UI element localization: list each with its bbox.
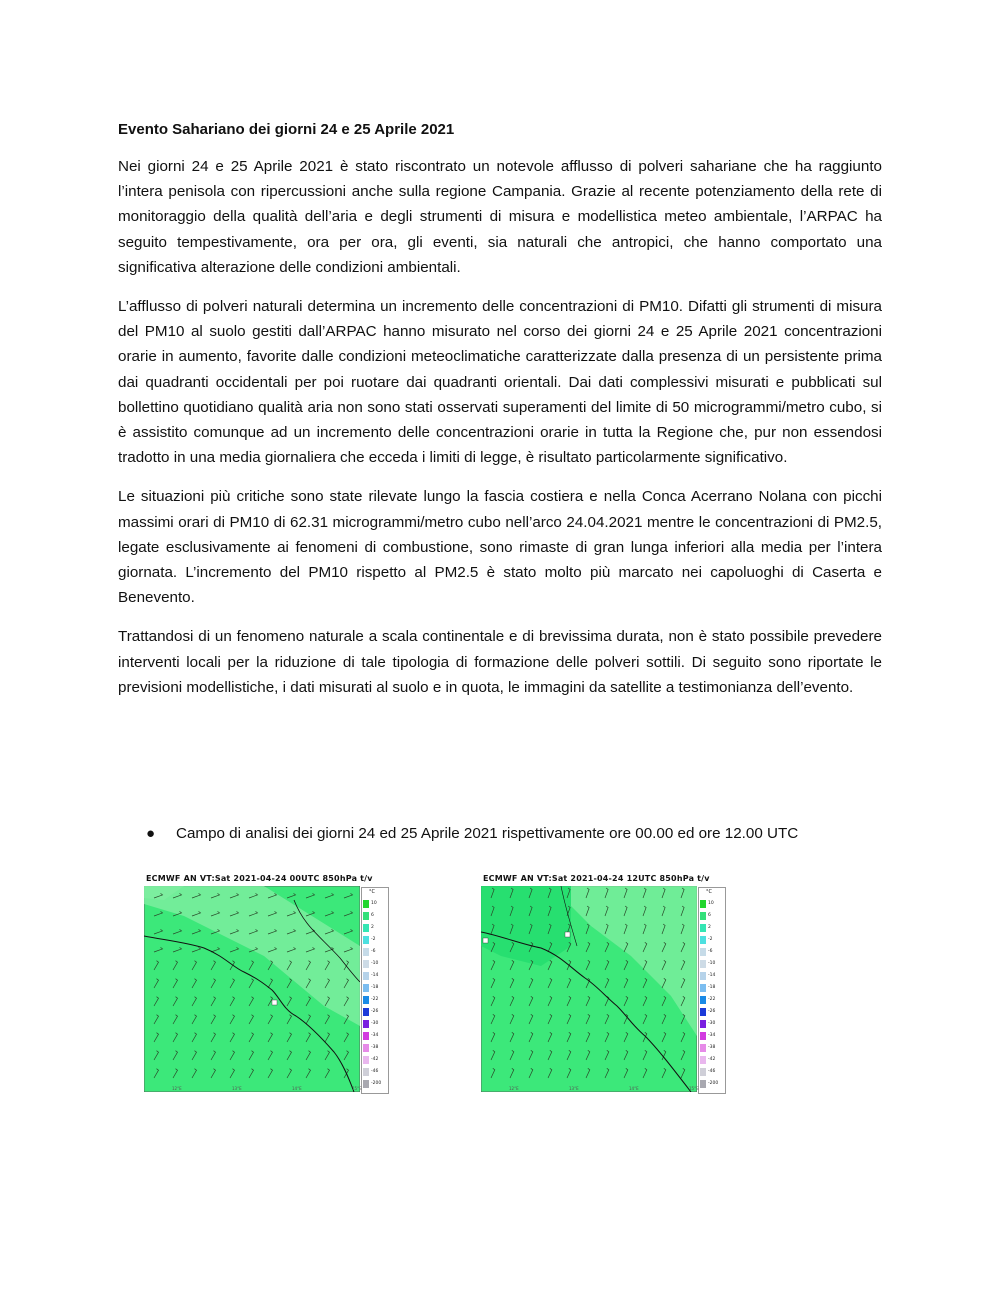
- map-title: ECMWF AN VT:Sat 2021-04-24 00UTC 850hPa t/v: [146, 874, 373, 883]
- legend-swatch: [363, 912, 369, 920]
- legend-label: -22: [371, 997, 379, 1002]
- legend-label: -42: [708, 1057, 716, 1062]
- legend-label: -2: [371, 937, 376, 942]
- legend-label: 2: [371, 925, 374, 930]
- legend-entry: [362, 1056, 388, 1064]
- weather-map-12utc: [481, 874, 725, 1094]
- legend-label: -42: [371, 1057, 379, 1062]
- legend-label: -6: [371, 949, 376, 954]
- legend-entry: [699, 924, 725, 932]
- legend-entry: [362, 900, 388, 908]
- legend-label: -6: [708, 949, 713, 954]
- legend-swatch: [700, 984, 706, 992]
- legend-entry: [699, 1032, 725, 1040]
- legend-entry: [699, 936, 725, 944]
- legend-label: 6: [371, 913, 374, 918]
- legend-label: -2: [708, 937, 713, 942]
- legend-entry: [362, 1008, 388, 1016]
- lon-axis: [481, 1086, 725, 1094]
- legend-swatch: [700, 1044, 706, 1052]
- legend-label: -18: [708, 985, 716, 990]
- legend-swatch: [700, 960, 706, 968]
- bullet-text: Campo di analisi dei giorni 24 ed 25 Aprile 2021 rispettivamente ore 00.00 ed ore 12.00 UTC: [176, 825, 799, 842]
- legend-swatch: [363, 948, 369, 956]
- legend-swatch: [363, 924, 369, 932]
- legend-swatch: [363, 1032, 369, 1040]
- legend-entry: [699, 1020, 725, 1028]
- legend-entry: [362, 1068, 388, 1076]
- map-legend: [361, 887, 389, 1094]
- legend-label: -22: [708, 997, 716, 1002]
- lon-tick: 12°E: [509, 1086, 519, 1091]
- legend-entry: [699, 960, 725, 968]
- legend-entry: [362, 1044, 388, 1052]
- legend-entry: [362, 936, 388, 944]
- lon-tick: 13°E: [569, 1086, 579, 1091]
- map-title: ECMWF AN VT:Sat 2021-04-24 12UTC 850hPa t/v: [483, 874, 710, 883]
- legend-entry: [362, 960, 388, 968]
- legend-swatch: [363, 936, 369, 944]
- legend-entry: [699, 996, 725, 1004]
- legend-label: -18: [371, 985, 379, 990]
- legend-swatch: [363, 900, 369, 908]
- legend-label: -46: [371, 1069, 379, 1074]
- legend-unit: °C: [706, 889, 712, 895]
- map-field: [481, 886, 697, 1092]
- legend-swatch: [363, 996, 369, 1004]
- legend-swatch: [700, 1068, 706, 1076]
- document-body: [118, 120, 882, 714]
- lon-tick: 12°E: [172, 1086, 182, 1091]
- legend-unit: °C: [369, 889, 375, 895]
- legend-entry: [362, 912, 388, 920]
- legend-swatch: [700, 996, 706, 1004]
- legend-swatch: [363, 1056, 369, 1064]
- legend-entry: [699, 900, 725, 908]
- legend-entry: [699, 1056, 725, 1064]
- legend-label: -34: [371, 1033, 379, 1038]
- legend-label: 10: [371, 901, 377, 906]
- legend-swatch: [363, 960, 369, 968]
- lon-tick: 14°E: [629, 1086, 639, 1091]
- lon-axis: [144, 1086, 388, 1094]
- legend-label: 2: [708, 925, 711, 930]
- legend-label: -46: [708, 1069, 716, 1074]
- legend-label: -26: [371, 1009, 379, 1014]
- bullet-dot-icon: ●: [146, 825, 156, 842]
- legend-swatch: [700, 972, 706, 980]
- legend-swatch: [700, 1032, 706, 1040]
- lon-tick: 15°E: [352, 1086, 362, 1091]
- legend-label: -26: [708, 1009, 716, 1014]
- legend-entry: [362, 1020, 388, 1028]
- legend-swatch: [700, 1056, 706, 1064]
- legend-swatch: [700, 900, 706, 908]
- legend-entry: [699, 912, 725, 920]
- lon-tick: 15°E: [689, 1086, 699, 1091]
- legend-swatch: [363, 1020, 369, 1028]
- legend-label: -30: [371, 1021, 379, 1026]
- legend-label: -38: [708, 1045, 716, 1050]
- legend-entry: [699, 1008, 725, 1016]
- legend-swatch: [363, 1044, 369, 1052]
- legend-swatch: [363, 1008, 369, 1016]
- legend-entry: [699, 1068, 725, 1076]
- legend-entry: [362, 1032, 388, 1040]
- legend-swatch: [363, 984, 369, 992]
- legend-label: -34: [708, 1033, 716, 1038]
- legend-swatch: [700, 1008, 706, 1016]
- legend-swatch: [700, 924, 706, 932]
- legend-swatch: [363, 972, 369, 980]
- legend-label: -10: [708, 961, 716, 966]
- legend-label: 6: [708, 913, 711, 918]
- bullet-item: [146, 822, 798, 846]
- legend-swatch: [700, 948, 706, 956]
- map-legend: [698, 887, 726, 1094]
- paragraph-3: Le situazioni più critiche sono state rilevate lungo la fascia costiera e nella Conca Acerrano Nolana con picchi massimi orari di PM10 di 62.31 microgrammi/metro cubo nell’arco 24.04.2021 mentre le concentrazioni di PM2.5, legate esclusivamente ai fenomeni di combustione, sono rimaste di gran lunga inferiori alla media per l’intera giornata. L’incremento del PM10 rispetto al PM2.5 è stato molto più marcato nei capoluoghi di Caserta e Benevento.: [118, 488, 882, 607]
- legend-label: -38: [371, 1045, 379, 1050]
- legend-entry: [362, 996, 388, 1004]
- paragraph-1: Nei giorni 24 e 25 Aprile 2021 è stato riscontrato un notevole afflusso di polveri sahariane che ha raggiunto l’intera penisola con ripercussioni anche sulla regione Campania. Grazie al recente potenziamento della rete di monitoraggio della qualità dell’aria e degli strumenti di misura e modellistica meteo ambientale, l’ARPAC ha seguito tempestivamente, ora per ora, gli eventi, sia naturali che antropici, che hanno comportato una significativa alterazione delle condizioni ambientali.: [118, 158, 882, 276]
- paragraph-4: Trattandosi di un fenomeno naturale a scala continentale e di brevissima durata, non è stato possibile prevedere interventi locali per la riduzione di tale tipologia di formazione delle polveri sottili. Di seguito sono riportate le previsioni modellistiche, i dati misurati al suolo e in quota, le immagini da satellite a testimonianza dell’evento.: [118, 628, 882, 696]
- legend-entry: [362, 948, 388, 956]
- legend-swatch: [700, 936, 706, 944]
- paragraph-2: L’afflusso di polveri naturali determina un incremento delle concentrazioni di PM10. Difatti gli strumenti di misura del PM10 al suolo gestiti dall’ARPAC hanno misurato nel corso dei giorni 24 e 25 Aprile 2021 concentrazioni orarie in aumento, favorite dalle condizioni meteoclimatiche caratterizzate dalla presenza di un persistente prima dai quadranti occidentali per poi ruotare dai quadranti orientali. Dai dati complessivi misurati e pubblicati sul bollettino quotidiano qualità aria non sono stati osservati superamenti del limite di 50 microgrammi/metro cubo, si è assistito comunque ad un incremento delle concentrazioni orarie in tutta la Regione che, pur non essendosi tradotto in una media giornaliera che ecceda i limiti di legge, è risultato particolarmente significativo.: [118, 298, 882, 467]
- legend-label: -200: [708, 1081, 719, 1086]
- legend-entry: [699, 972, 725, 980]
- lon-tick: 13°E: [232, 1086, 242, 1091]
- legend-entry: [699, 1044, 725, 1052]
- lon-tick: 14°E: [292, 1086, 302, 1091]
- legend-label: -14: [371, 973, 379, 978]
- legend-entry: [699, 984, 725, 992]
- legend-label: -10: [371, 961, 379, 966]
- legend-entry: [362, 984, 388, 992]
- legend-swatch: [700, 1020, 706, 1028]
- legend-label: 10: [708, 901, 714, 906]
- legend-swatch: [700, 912, 706, 920]
- map-field: [144, 886, 360, 1092]
- document-title: Evento Sahariano dei giorni 24 e 25 Aprile 2021: [118, 121, 455, 138]
- legend-entry: [699, 948, 725, 956]
- legend-entry: [362, 972, 388, 980]
- weather-map-00utc: [144, 874, 388, 1094]
- legend-label: -14: [708, 973, 716, 978]
- legend-label: -30: [708, 1021, 716, 1026]
- legend-entry: [362, 924, 388, 932]
- legend-label: -200: [371, 1081, 382, 1086]
- legend-swatch: [363, 1068, 369, 1076]
